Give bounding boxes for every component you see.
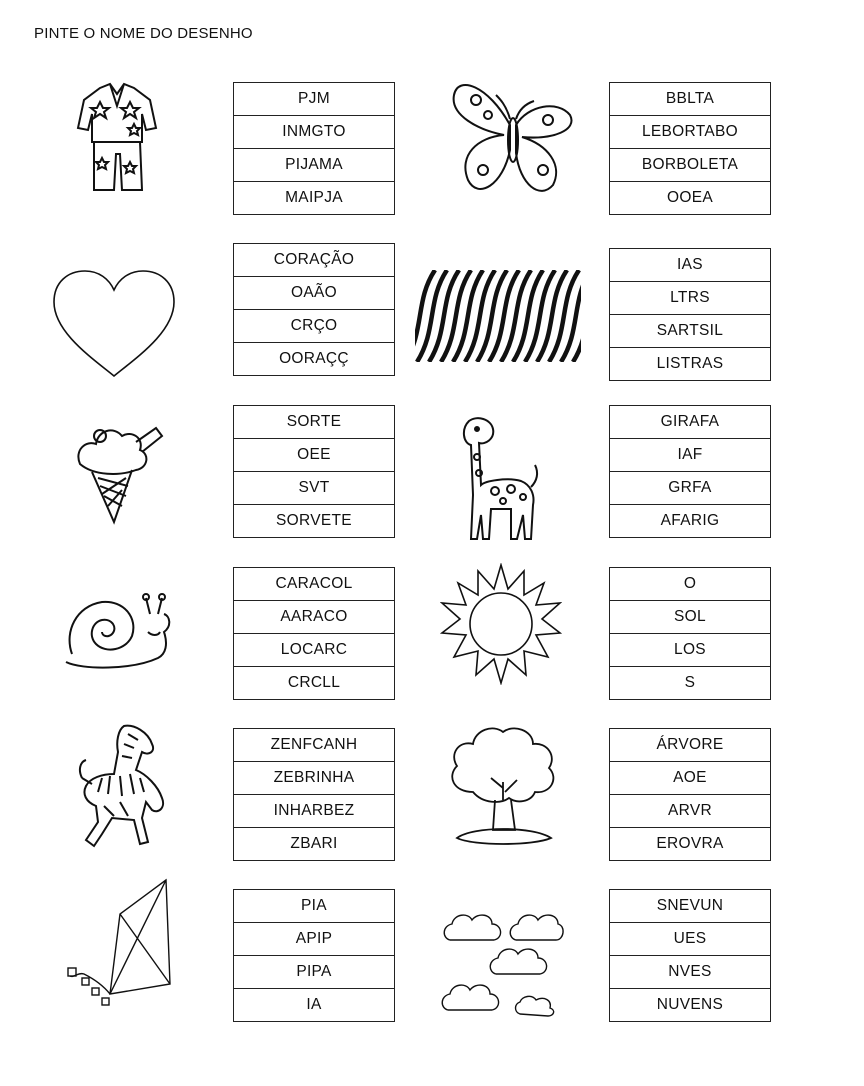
word-option[interactable]: ARVR xyxy=(610,795,770,828)
word-option[interactable]: SORVETE xyxy=(234,505,394,538)
word-option[interactable]: ZEBRINHA xyxy=(234,762,394,795)
word-option[interactable]: SOL xyxy=(610,601,770,634)
word-option[interactable]: ZBARI xyxy=(234,828,394,861)
butterfly-icon xyxy=(448,75,578,210)
word-option[interactable]: GIRAFA xyxy=(610,406,770,439)
word-options-ice-cream xyxy=(233,405,395,538)
word-option[interactable]: IA xyxy=(234,989,394,1022)
word-options-clouds xyxy=(609,889,771,1022)
kite-icon xyxy=(62,878,174,1016)
tree-icon xyxy=(443,722,563,850)
worksheet-title: PINTE O NOME DO DESENHO xyxy=(34,25,253,42)
word-option[interactable]: LISTRAS xyxy=(610,348,770,381)
word-option[interactable]: SNEVUN xyxy=(610,890,770,923)
word-option[interactable]: CRCLL xyxy=(234,667,394,700)
word-option[interactable]: CORAÇÃO xyxy=(234,244,394,277)
sun-icon xyxy=(440,563,562,685)
word-option[interactable]: OAÃO xyxy=(234,277,394,310)
word-options-snail xyxy=(233,567,395,700)
word-option[interactable]: SARTSIL xyxy=(610,315,770,348)
word-option[interactable]: BBLTA xyxy=(610,83,770,116)
giraffe-icon xyxy=(455,415,550,545)
word-option[interactable]: SVT xyxy=(234,472,394,505)
word-option[interactable]: SORTE xyxy=(234,406,394,439)
word-option[interactable]: INMGTO xyxy=(234,116,394,149)
word-option[interactable]: CARACOL xyxy=(234,568,394,601)
word-option[interactable]: AFARIG xyxy=(610,505,770,538)
zebra-icon xyxy=(72,722,170,850)
word-option[interactable]: ÁRVORE xyxy=(610,729,770,762)
pajamas-icon xyxy=(70,80,165,195)
word-options-zebra xyxy=(233,728,395,861)
word-option[interactable]: PIJAMA xyxy=(234,149,394,182)
word-option[interactable]: AARACO xyxy=(234,601,394,634)
word-option[interactable]: OOEA xyxy=(610,182,770,215)
word-option[interactable]: PIPA xyxy=(234,956,394,989)
word-option[interactable]: BORBOLETA xyxy=(610,149,770,182)
word-option[interactable]: LOCARC xyxy=(234,634,394,667)
stripes-icon xyxy=(415,270,581,362)
word-options-kite xyxy=(233,889,395,1022)
word-option[interactable]: NVES xyxy=(610,956,770,989)
word-option[interactable]: GRFA xyxy=(610,472,770,505)
word-option[interactable]: LTRS xyxy=(610,282,770,315)
word-option[interactable]: APIP xyxy=(234,923,394,956)
word-option[interactable]: CRÇO xyxy=(234,310,394,343)
word-options-stripes xyxy=(609,248,771,381)
clouds-icon xyxy=(440,910,565,1020)
word-option[interactable]: LOS xyxy=(610,634,770,667)
word-options-pajamas xyxy=(233,82,395,215)
word-option[interactable]: OEE xyxy=(234,439,394,472)
word-option[interactable]: LEBORTABO xyxy=(610,116,770,149)
word-option[interactable]: PIA xyxy=(234,890,394,923)
word-option[interactable]: AOE xyxy=(610,762,770,795)
word-options-sun xyxy=(609,567,771,700)
word-option[interactable]: S xyxy=(610,667,770,700)
word-option[interactable]: IAF xyxy=(610,439,770,472)
ice-cream-icon xyxy=(70,420,170,525)
word-options-tree xyxy=(609,728,771,861)
word-options-giraffe xyxy=(609,405,771,538)
word-option[interactable]: PJM xyxy=(234,83,394,116)
word-option[interactable]: O xyxy=(610,568,770,601)
word-option[interactable]: MAIPJA xyxy=(234,182,394,215)
word-option[interactable]: NUVENS xyxy=(610,989,770,1022)
snail-icon xyxy=(62,592,172,672)
word-option[interactable]: OORAÇÇ xyxy=(234,343,394,376)
word-options-butterfly xyxy=(609,82,771,215)
word-option[interactable]: EROVRA xyxy=(610,828,770,861)
word-option[interactable]: IAS xyxy=(610,249,770,282)
word-options-heart xyxy=(233,243,395,376)
word-option[interactable]: UES xyxy=(610,923,770,956)
heart-icon xyxy=(52,268,177,380)
word-option[interactable]: ZENFCANH xyxy=(234,729,394,762)
word-option[interactable]: INHARBEZ xyxy=(234,795,394,828)
